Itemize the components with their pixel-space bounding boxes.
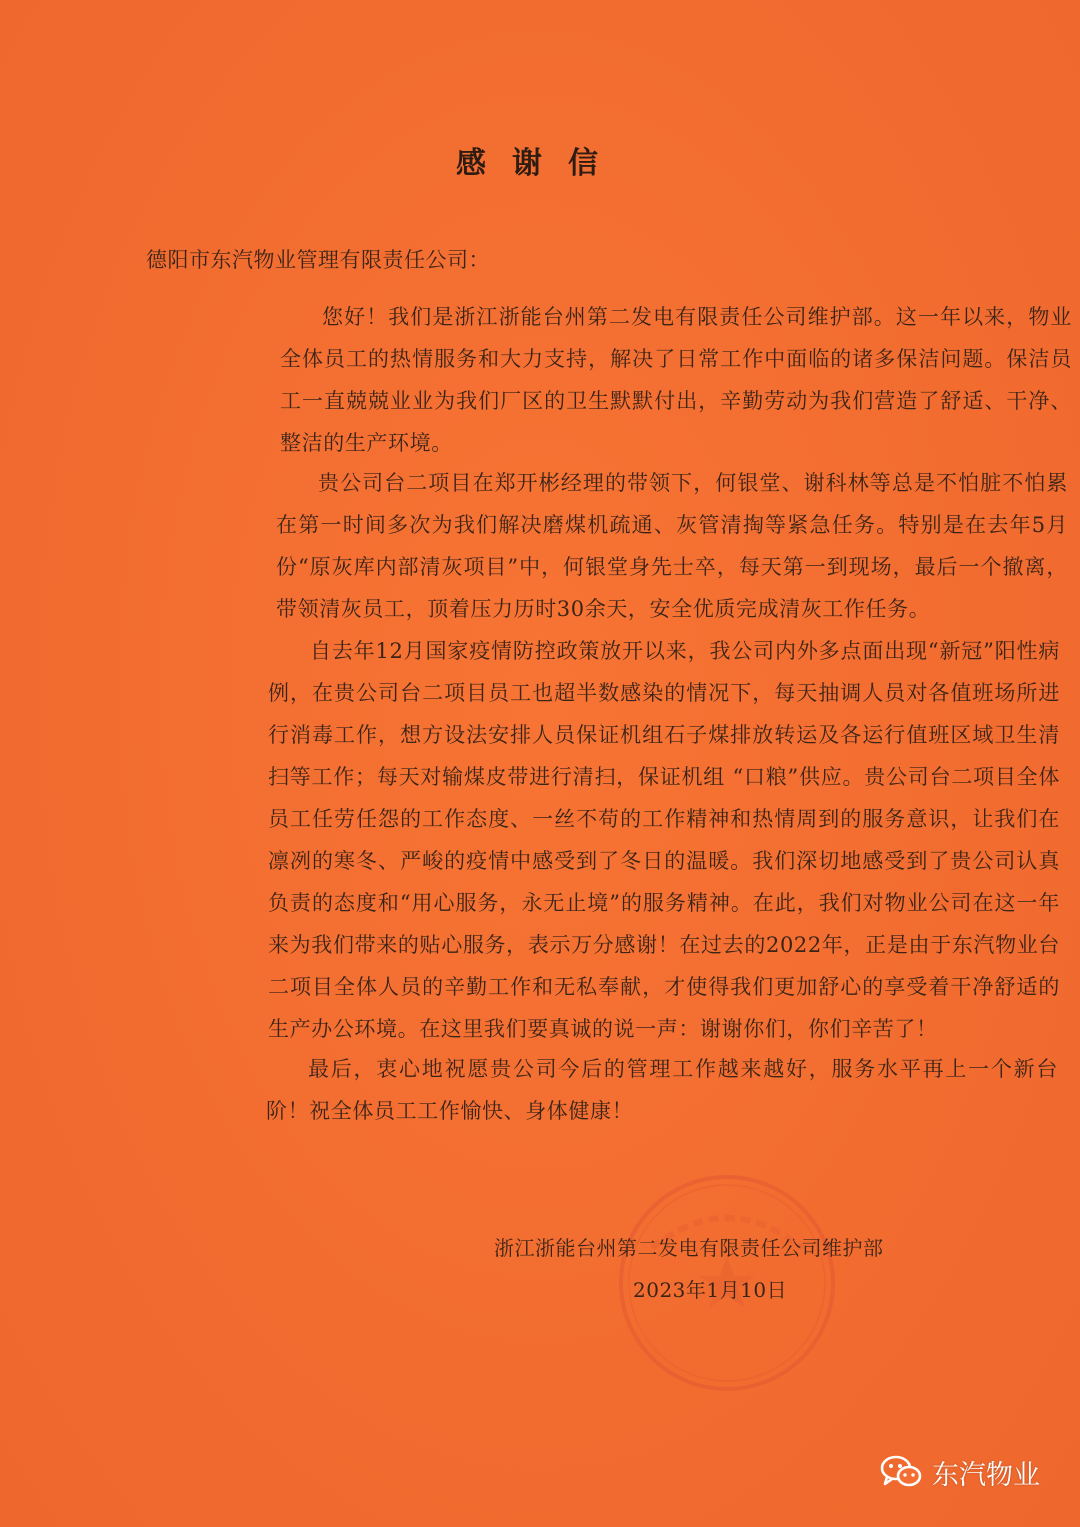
letter-salutation: 德阳市东汽物业管理有限责任公司： bbox=[146, 248, 490, 272]
signature-organization: 浙江浙能台州第二发电有限责任公司维护部 bbox=[494, 1236, 884, 1260]
wechat-icon bbox=[880, 1454, 922, 1490]
letter-paragraph: 最后，衷心地祝愿贵公司今后的管理工作越来越好，服务水平再上一个新台阶！祝全体员工工作愉快、身体健康！ bbox=[266, 1057, 1058, 1123]
signature-date: 2023年1月10日 bbox=[633, 1278, 788, 1302]
wechat-watermark bbox=[880, 1452, 1040, 1492]
letter-paragraph: 自去年12月国家疫情防控政策放开以来，我公司内外多点面出现“新冠”阳性病例，在贵公司台二项目员工也超半数感染的情况下，每天抽调人员对各值班场所进行消毒工作，想方设法安排人员保证机组石子煤排放转运及各运行值班区域卫生清扫等工作；每天对输煤皮带进行清扫，保证机组 “口粮”供应。贵公司台二项目全体员工任劳任怨的工作态度、一丝不苟的工作精神和热情周到的服务意识，让我们在凛冽的寒冬、严峻的疫情中感受到了冬日的温暖。我们深切地感受到了贵公司认真负责的态度和“用心服务，永无止境”的服务精神。在此，我们对物业公司在这一年来为我们带来的贴心服务，表示万分感谢！在过去的2022年，正是由于东汽物业台二项目全体人员的辛勤工作和无私奉献，才使得我们更加舒心的享受着干净舒适的生产办公环境。在这里我们要真诚的说一声：谢谢你们，你们辛苦了！ bbox=[268, 639, 1060, 1041]
watermark-label: 东汽物业 bbox=[932, 1459, 1040, 1491]
letter-paragraph: 贵公司台二项目在郑开彬经理的带领下，何银堂、谢科林等总是不怕脏不怕累在第一时间多次为我们解决磨煤机疏通、灰管清掏等紧急任务。特别是在去年5月份“原灰库内部清灰项目”中，何银堂身先士卒，每天第一到现场，最后一个撤离，带领清灰员工，顶着压力历时30余天，安全优质完成清灰工作任务。 bbox=[276, 471, 1068, 621]
letter-title: 感谢信 bbox=[456, 146, 624, 181]
letter-paragraph: 您好！我们是浙江浙能台州第二发电有限责任公司维护部。这一年以来，物业全体员工的热情服务和大力支持，解决了日常工作中面临的诸多保洁问题。保洁员工一直兢兢业业为我们厂区的卫生默默付出，辛勤劳动为我们营造了舒适、干净、整洁的生产环境。 bbox=[280, 305, 1072, 455]
